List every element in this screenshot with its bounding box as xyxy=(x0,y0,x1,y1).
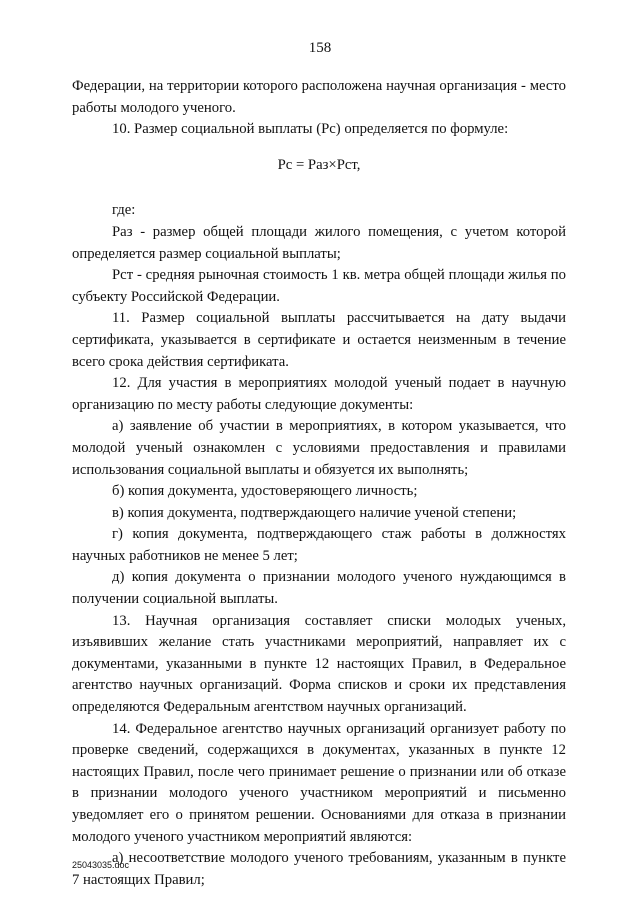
paragraph: Федерации, на территории которого расположена научная организация - место работы молодого ученого. xyxy=(72,78,566,116)
paragraph: 11. Размер социальной выплаты рассчитывается на дату выдачи сертификата, указывается в сертификате и остается неизменным в течение всего срока действия сертификата. xyxy=(72,310,566,370)
page-number: 158 xyxy=(308,40,332,56)
list-item: а) несоответствие молодого ученого требованиям, указанным в пункте 7 настоящих Правил; xyxy=(72,850,566,888)
paragraph: 12. Для участия в мероприятиях молодой ученый подает в научную организацию по месту работы следующие документы: xyxy=(72,375,566,413)
list-item: д) копия документа о признании молодого ученого нуждающимся в получении социальной выплаты. xyxy=(72,569,566,608)
footer-filename: 25043035.doc xyxy=(72,860,130,870)
paragraph: 14. Федеральное агентство научных организаций организует работу по проверке сведений, содержащихся в документах, указанных в пункте 12 настоящих Правил, после чего принимает решение о признании или об отказе в признании молодого ученого участником мероприятий и письменно уведомляет его о принятом решении. Основаниями для отказа в признании молодого ученого участником мероприятий являются: xyxy=(72,720,566,845)
paragraph: Раз - размер общей площади жилого помещения, с учетом которой определяется размер социальной выплаты; xyxy=(72,223,566,262)
document-body xyxy=(72,76,566,891)
paragraph: Рст - средняя рыночная стоимость 1 кв. метра общей площади жилья по субъекту Российской Федерации. xyxy=(72,267,566,305)
paragraph: 13. Научная организация составляет списки молодых ученых, изъявивших желание стать участниками мероприятий, направляет их с документами, указанными в пункте 12 настоящих Правил, в Федеральное агентство научных организаций. Форма списков и сроки их представления определяются Федеральным агентством научных организаций. xyxy=(72,612,566,716)
list-item: б) копия документа, удостоверяющего личность; xyxy=(112,483,418,500)
paragraph: 10. Размер социальной выплаты (Рс) определяется по формуле: xyxy=(112,121,509,138)
formula: Рс = Раз×Рст, xyxy=(277,156,361,173)
list-item: г) копия документа, подтверждающего стаж работы в должностях научных работников не менее 5 лет; xyxy=(72,526,566,564)
list-item: в) копия документа, подтверждающего наличие ученой степени; xyxy=(112,504,517,521)
paragraph: где: xyxy=(112,202,136,219)
list-item: а) заявление об участии в мероприятиях, в котором указывается, что молодой ученый ознакомлен с условиями предоставления и правилами использования социальной выплаты и обязуется их выполнять; xyxy=(72,418,566,478)
